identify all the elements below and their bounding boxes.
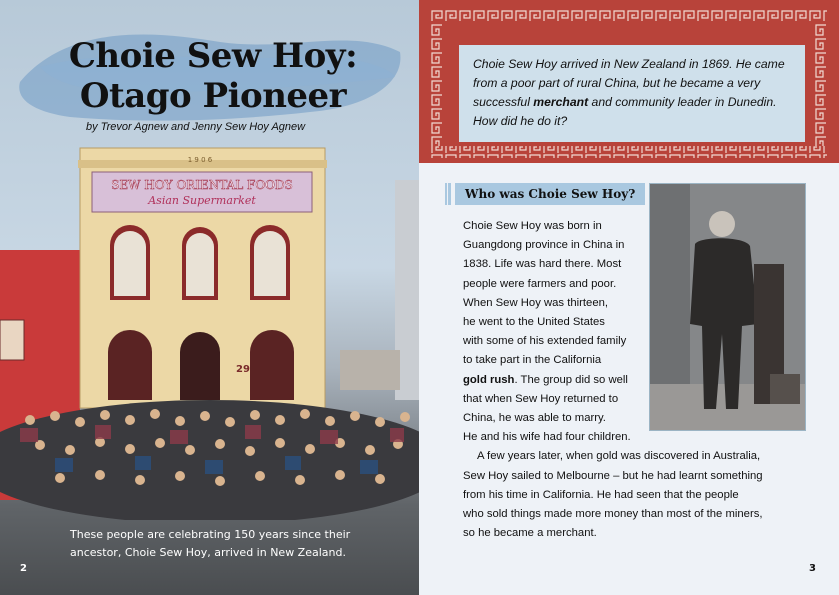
shop-sign-main-text: SEW HOY ORIENTAL FOODS [111, 178, 293, 192]
photo-caption: These people are celebrating 150 years since their ancestor, Choie Sew Hoy, arrived in New Zealand. [70, 528, 351, 559]
body-line: that when Sew Hoy returned to [463, 392, 619, 405]
gold-rush-term: gold rush [463, 373, 515, 386]
intro-box [459, 45, 805, 142]
body-line: He and his wife had four children. [463, 431, 631, 444]
intro-panel [419, 0, 839, 163]
section-heading-wrap [455, 183, 645, 205]
title-line-1: Choie Sew Hoy: [68, 36, 358, 76]
right-page [419, 0, 839, 595]
body-line-tail: . The group did so well [514, 373, 628, 386]
body-line-with-term [463, 371, 803, 390]
title-line-2: Otago Pioneer [79, 76, 347, 116]
building-year: 1 9 0 6 [187, 156, 213, 164]
shop-sign-sub-text: Asian Supermarket [148, 194, 256, 207]
section-heading: Who was Choie Sew Hoy? [455, 183, 645, 205]
body-line: China, he was able to marry. [463, 412, 606, 425]
body-line: people were farmers and poor. [463, 277, 617, 290]
body-line: who sold things made more money than most of the miners, [463, 508, 763, 521]
body-line: Guangdong province in China in [463, 239, 625, 252]
page-number-right: 3 [809, 563, 816, 574]
body-line: When Sew Hoy was thirteen, [463, 296, 609, 309]
body-line: he went to the United States [463, 316, 605, 329]
body-line: so he became a merchant. [463, 527, 597, 540]
page-number-left: 2 [20, 563, 27, 574]
building-number: 29 [236, 364, 250, 375]
body-line: to take part in the California [463, 354, 602, 367]
page-title [48, 36, 378, 116]
body-text [463, 217, 803, 543]
building-crowd-photo [0, 140, 419, 520]
left-page [0, 0, 419, 595]
body-line: from his time in California. He had seen that the people [463, 488, 739, 501]
intro-text [473, 55, 791, 131]
body-line: Choie Sew Hoy was born in [463, 220, 602, 232]
body-line: A few years later, when gold was discovered in Australia, [477, 450, 761, 463]
body-line: with some of his extended family [463, 335, 627, 348]
intro-text-part1: Choie Sew Hoy arrived in New Zealand in 1869. He came from a poor part of rural China, but he became a very successful [473, 57, 785, 109]
intro-text-part2: and community leader in Dunedin. How did he do it? [473, 95, 777, 128]
body-line: Sew Hoy sailed to Melbourne – but he had learnt something [463, 469, 763, 482]
intro-bold-term: merchant [533, 95, 589, 109]
byline: by Trevor Agnew and Jenny Sew Hoy Agnew [86, 121, 306, 133]
body-line: 1838. Life was hard there. Most [463, 258, 622, 271]
